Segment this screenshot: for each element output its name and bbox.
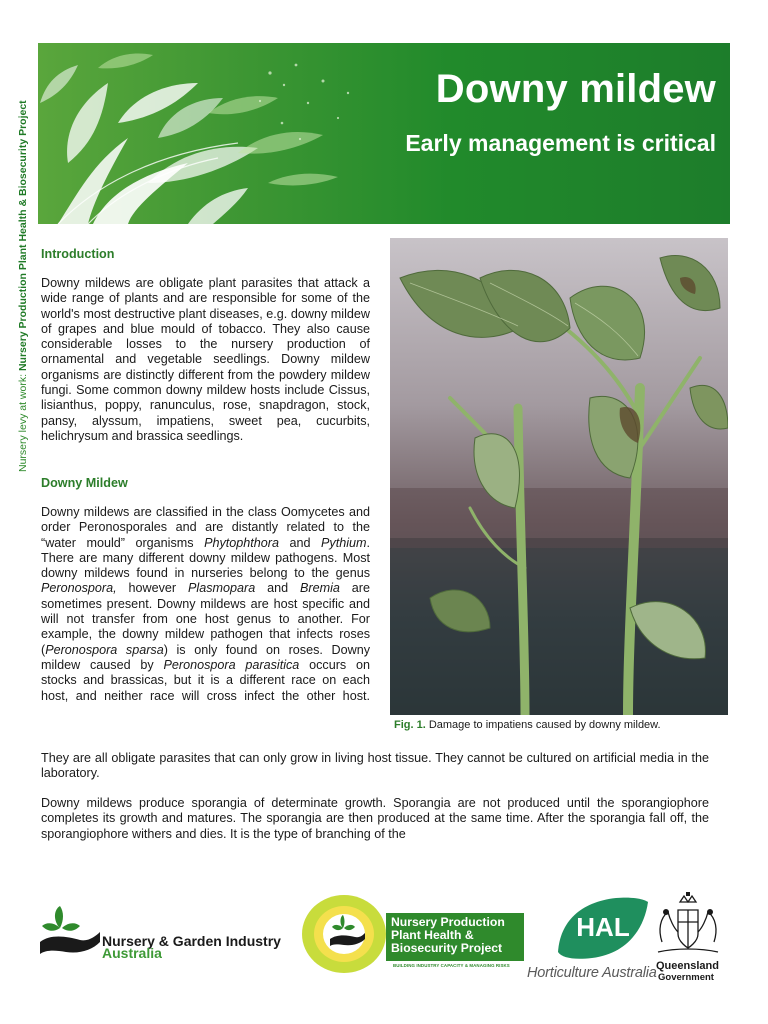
government-label: Government	[658, 972, 714, 983]
body-paragraph-2: Downy mildews produce sporangia of determinate growth. Sporangia are not produced until the sporangiophore completes its growth and matures. The sporangia are then produced at the same time. After the sporangia fall off, the sporangiophore withers and dies. It is the type of branching of the	[41, 796, 709, 841]
body-paragraph-1: They are all obligate parasites that can only grow in living host tissue. They cannot be cultured on artificial media in the laboratory.	[41, 751, 709, 781]
queensland-crest-icon	[652, 890, 724, 960]
ngia-country: Australia	[102, 945, 162, 961]
npp-line-1: Nursery Production	[391, 915, 505, 929]
hal-logo	[556, 896, 650, 960]
npp-badge	[300, 893, 388, 975]
page-title: Downy mildew	[435, 67, 716, 111]
ngia-logo-icon	[36, 906, 102, 962]
queensland-crest	[652, 890, 724, 960]
header-banner	[38, 43, 730, 224]
queensland-name: Queensland	[656, 960, 719, 972]
side-project-label	[16, 42, 30, 472]
ngia-name: Nursery & Garden Industry	[102, 933, 281, 949]
npp-line-2: Plant Health &	[391, 928, 474, 942]
figure-caption	[394, 719, 661, 731]
hal-leaf-icon	[556, 896, 650, 960]
svg-text:HAL: HAL	[576, 912, 630, 942]
intro-paragraph: Downy mildews are obligate plant parasites that attack a wide range of plants and are responsible for some of the world's most destructive plant diseases, e.g. downy mildew of grapes and blue mould of tobacco. They also cause considerable losses to the nursery production of ornamental and vegetable seedlings. Downy mildew organisms are distinctly different from the powdery mildew fungi. Some common downy mildew hosts include Cissus, lisianthus, poppy, ranunculus, rose, snapdragon, stock, pansy, alyssum, impatiens, sweet pea, cucurbits, helichrysum and brassica seedlings.	[41, 276, 370, 443]
leaf-decoration-icon	[38, 43, 368, 224]
hal-name: Horticulture Australia	[527, 965, 657, 981]
figure-photo	[390, 238, 728, 715]
impatiens-plant-image	[390, 238, 728, 715]
npp-strapline: BUILDING INDUSTRY CAPACITY & MANAGING RISKS	[393, 963, 510, 968]
intro-heading: Introduction	[41, 247, 115, 261]
downy-mildew-section	[41, 505, 370, 704]
page-subtitle: Early management is critical	[405, 130, 716, 156]
downy-mildew-heading: Downy Mildew	[41, 476, 128, 490]
npp-line-3: Biosecurity Project	[391, 941, 503, 955]
figure-caption-text: Damage to impatiens caused by downy mildew.	[425, 719, 661, 731]
side-prefix: Nursery levy at work:	[17, 373, 29, 472]
npp-title-box	[386, 913, 524, 961]
intro-section	[41, 276, 370, 444]
ngia-logo	[36, 906, 102, 962]
figure-label: Fig. 1.	[394, 719, 426, 731]
downy-mildew-paragraph: Downy mildews are classified in the class Oomycetes and order Peronosporales and are distantly related to the “water mould” organisms Phytophthora and Pythium. There are many different downy mildew pathogens. Most downy mildews found in nurseries belong to the genus Peronospora, however Plasmopara and Bremia are sometimes present. Downy mildews are host specific and will not transfer from one host genus to another. For example, the downy mildew pathogen that infects roses (Peronospora sparsa) is only found on roses. Downy mildew caused by Peronospora parasitica occurs on stocks and brassicas, but it is a different race on each host, and neither race will cross infect the other host.	[41, 505, 371, 703]
npp-badge-icon	[300, 893, 388, 975]
side-project-name: Nursery Production Plant Health & Biosecurity Project	[17, 100, 29, 372]
